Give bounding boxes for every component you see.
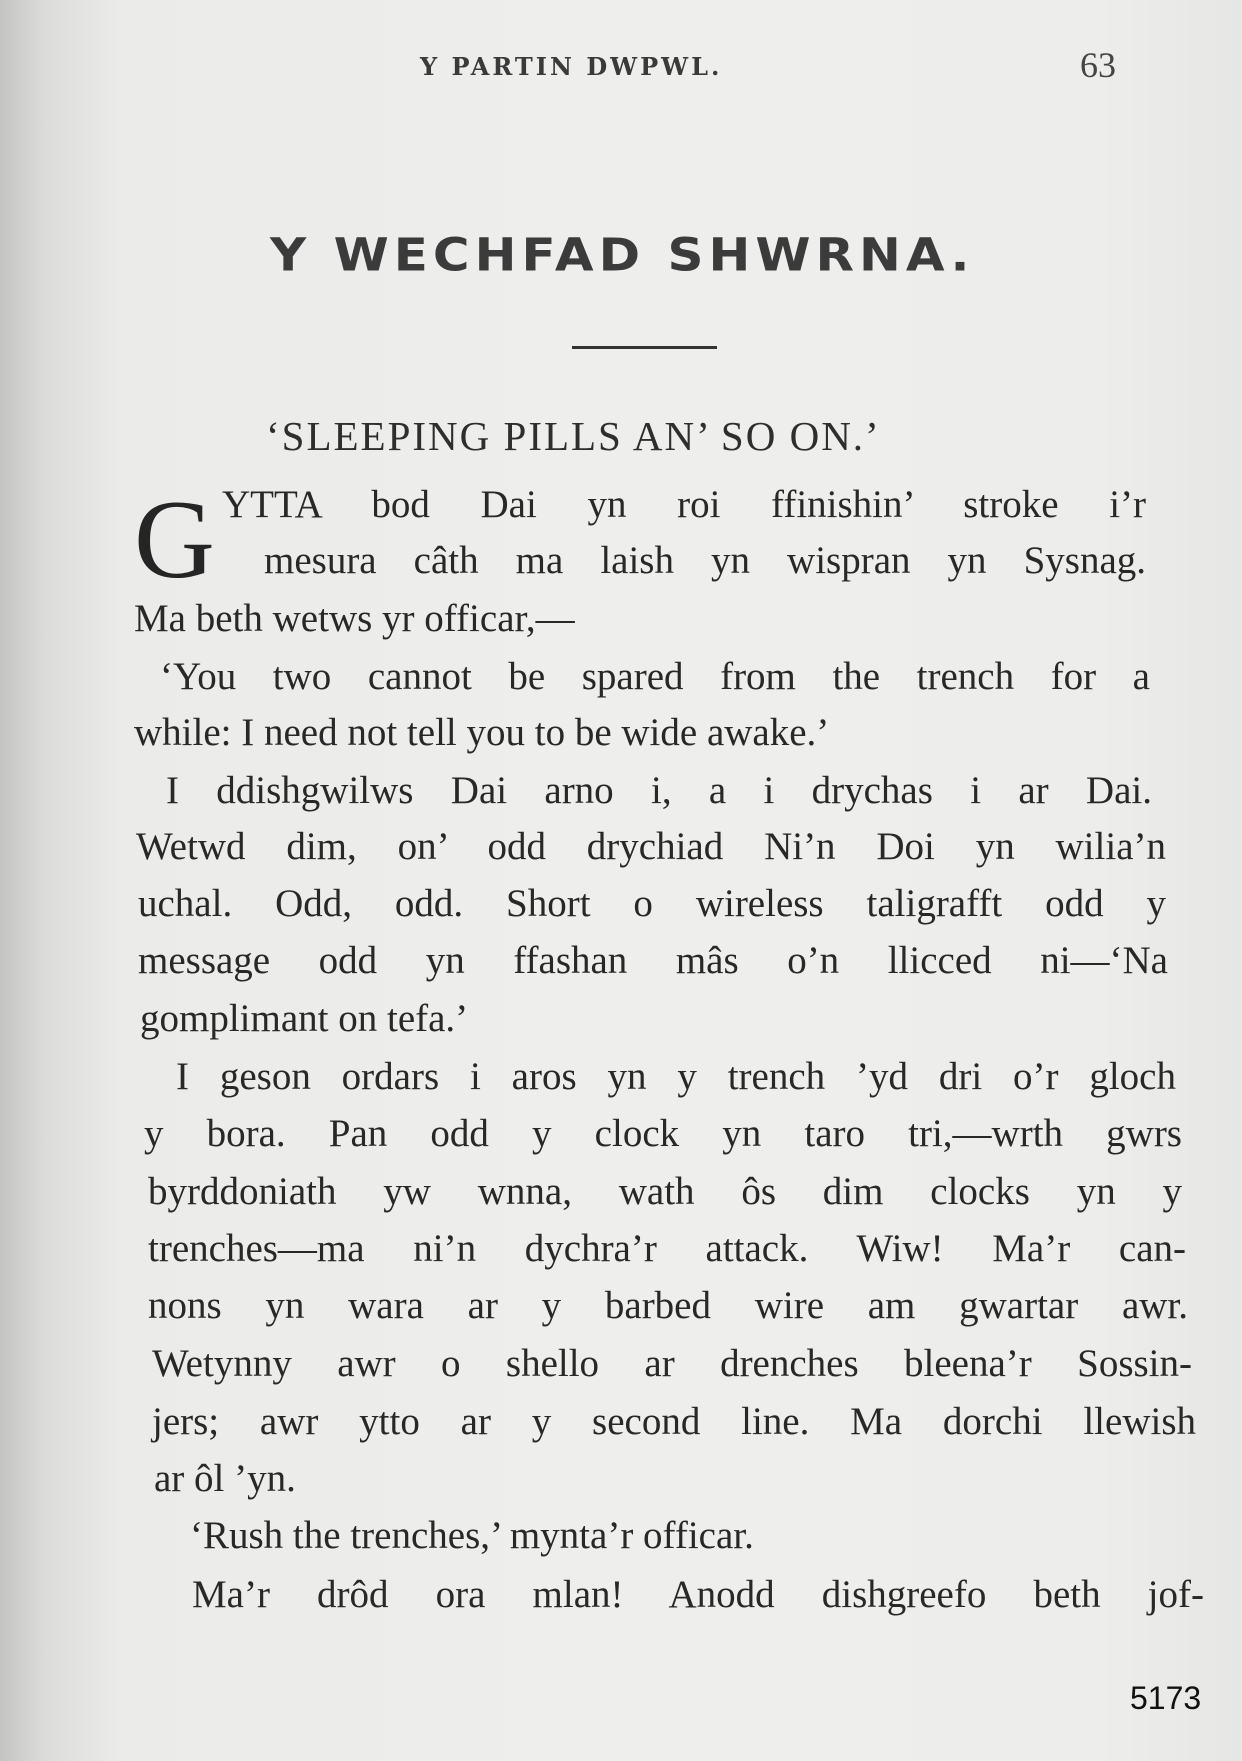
- running-head: Y PARTIN DWPWL.: [420, 52, 723, 81]
- title-rule: [572, 346, 717, 349]
- text-line: Ma beth wetws yr officar,—: [134, 597, 575, 640]
- text-line: jers; awr ytto ar y second line. Ma dorchi llewish: [152, 1400, 1196, 1443]
- text-line: ‘You two cannot be spared from the trench for a: [160, 655, 1150, 698]
- text-line: ar ôl ’yn.: [154, 1457, 296, 1500]
- text-line: while: I need not tell you to be wide awake.’: [134, 711, 830, 754]
- chapter-title: Y WECHFAD SHWRNA.: [270, 228, 975, 282]
- text-line: Wetynny awr o shello ar drenches bleena’r Sossin-: [152, 1342, 1192, 1385]
- text-line: Ma’r drôd ora mlan! Anodd dishgreefo beth jof-: [192, 1573, 1204, 1616]
- text-line: ‘Rush the trenches,’ mynta’r officar.: [190, 1514, 754, 1557]
- text-line: mesura câth ma laish yn wispran yn Sysnag.: [264, 539, 1146, 582]
- text-line: y bora. Pan odd y clock yn taro tri,—wrth gwrs: [144, 1112, 1182, 1155]
- text-line: message odd yn ffashan mâs o’n llicced ni—‘Na: [138, 939, 1168, 982]
- chapter-subtitle: ‘SLEEPING PILLS AN’ SO ON.’: [266, 413, 881, 459]
- text-line: YTTA bod Dai yn roi ffinishin’ stroke i’r: [222, 483, 1146, 526]
- text-line: I ddishgwilws Dai arno i, a i drychas i ar Dai.: [166, 769, 1152, 812]
- drop-cap: G: [134, 478, 215, 602]
- text-line: uchal. Odd, odd. Short o wireless taligrafft odd y: [138, 882, 1166, 925]
- text-line: gomplimant on tefa.’: [140, 997, 469, 1040]
- text-line: nons yn wara ar y barbed wire am gwartar awr.: [148, 1284, 1188, 1327]
- text-line: byrddoniath yw wnna, wath ôs dim clocks yn y: [148, 1170, 1182, 1213]
- text-line: I geson ordars i aros yn y trench ’yd dri o’r gloch: [176, 1055, 1176, 1098]
- archive-number: 5173: [1130, 1680, 1202, 1716]
- text-line: Wetwd dim, on’ odd drychiad Ni’n Doi yn wilia’n: [136, 825, 1166, 868]
- text-line: trenches—ma ni’n dychra’r attack. Wiw! Ma’r can-: [148, 1227, 1186, 1270]
- page-number: 63: [1080, 45, 1116, 85]
